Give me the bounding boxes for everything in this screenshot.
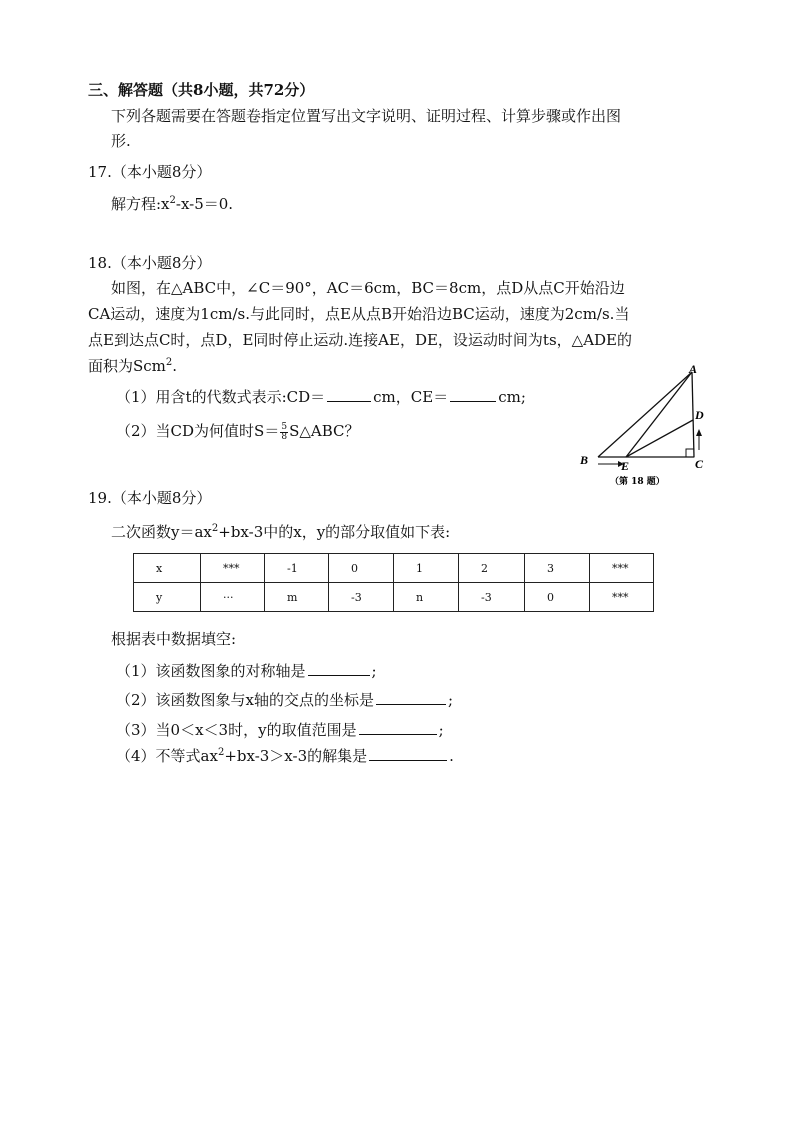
q19-value-table bbox=[133, 553, 654, 612]
table-row bbox=[134, 583, 654, 612]
segment-de bbox=[626, 420, 693, 457]
table-cell: *** bbox=[201, 554, 265, 583]
q19-intro-suffix: +bx-3中的x，y的部分取值如下表: bbox=[218, 523, 451, 541]
q18-line4-exp: 2 bbox=[165, 357, 173, 368]
q18-fraction-numerator: 5 bbox=[281, 421, 288, 432]
table-cell: 1 bbox=[394, 554, 459, 583]
q18-part1 bbox=[116, 387, 526, 407]
q19-part4-prefix: （4）不等式ax bbox=[116, 747, 218, 765]
q19-range-answer-blank[interactable] bbox=[359, 720, 437, 735]
q19-header: 19.（本小题8分） bbox=[88, 489, 212, 507]
q19-intro bbox=[111, 522, 450, 542]
q19-intro-exp: 2 bbox=[211, 523, 219, 534]
table-cell: *** bbox=[590, 554, 654, 583]
table-cell: y bbox=[134, 583, 201, 612]
q19-axis-answer-blank[interactable] bbox=[308, 661, 370, 676]
point-d-arrow-head bbox=[696, 429, 702, 436]
q18-triangle-figure bbox=[574, 360, 714, 490]
section-instruction-line1: 下列各题需要在答题卷指定位置写出文字说明、证明过程、计算步骤或作出图 bbox=[111, 107, 622, 125]
q17-equation-prefix: 解方程:x bbox=[111, 195, 170, 213]
label-a: A bbox=[689, 362, 698, 376]
segment-ac bbox=[692, 372, 694, 457]
table-cell: 3 bbox=[525, 554, 590, 583]
q18-line4-suffix: . bbox=[172, 357, 178, 375]
q18-part1-suffix: cm; bbox=[498, 388, 526, 406]
q19-part3-text: （3）当0＜x＜3时，y的取值范围是 bbox=[116, 721, 357, 739]
q19-part4-end: . bbox=[449, 747, 454, 765]
q19-solution-set-answer-blank[interactable] bbox=[369, 746, 447, 761]
q18-ce-answer-blank[interactable] bbox=[450, 387, 496, 402]
q19-part2-end: ; bbox=[448, 691, 454, 709]
q18-part1-prefix: （1）用含t的代数式表示:CD＝ bbox=[116, 388, 326, 406]
section-heading: 三、解答题（共8小题，共72分） bbox=[88, 81, 315, 99]
q17-header: 17.（本小题8分） bbox=[88, 163, 212, 181]
q19-part1 bbox=[116, 661, 377, 681]
q18-header: 18.（本小题8分） bbox=[88, 254, 212, 272]
label-c: C bbox=[695, 457, 704, 471]
q18-part1-mid: cm，CE＝ bbox=[373, 388, 449, 406]
q19-fill-intro: 根据表中数据填空: bbox=[111, 630, 237, 648]
q18-part2 bbox=[116, 421, 360, 442]
table-cell: n bbox=[394, 583, 459, 612]
q17-equation-suffix: -x-5＝0. bbox=[175, 195, 234, 213]
label-e: E bbox=[621, 459, 630, 473]
table-cell: 0 bbox=[329, 554, 394, 583]
q19-part4-suffix: +bx-3＞x-3的解集是 bbox=[224, 747, 368, 765]
table-cell: x bbox=[134, 554, 201, 583]
label-b: B bbox=[580, 453, 589, 467]
table-cell: ··· bbox=[201, 583, 265, 612]
q18-line2: CA运动，速度为1cm/s.与此同时，点E从点B开始沿边BC运动，速度为2cm/s.当 bbox=[88, 305, 630, 323]
q18-part2-suffix: S△ABC？ bbox=[289, 422, 360, 440]
table-cell: 0 bbox=[525, 583, 590, 612]
q19-part4 bbox=[116, 746, 454, 766]
q19-part2-text: （2）该函数图象与x轴的交点的坐标是 bbox=[116, 691, 375, 709]
q18-line4-prefix: 面积为Scm bbox=[88, 357, 166, 375]
q19-part3-end: ; bbox=[438, 721, 444, 739]
q18-part2-prefix: （2）当CD为何值时S＝ bbox=[116, 422, 280, 440]
label-d: D bbox=[695, 408, 704, 422]
q19-intersection-answer-blank[interactable] bbox=[376, 690, 446, 705]
q18-fraction-denominator: 8 bbox=[281, 431, 288, 442]
q19-part4-exp: 2 bbox=[217, 747, 225, 758]
segment-ae bbox=[626, 372, 692, 457]
q17-equation-exp: 2 bbox=[169, 195, 176, 206]
q19-part1-end: ; bbox=[371, 662, 377, 680]
q18-fraction bbox=[280, 423, 288, 442]
q18-line3: 点E到达点C时，点D，E同时停止运动.连接AE，DE，设运动时间为ts，△ADE的 bbox=[88, 331, 633, 349]
table-cell: 2 bbox=[459, 554, 525, 583]
section-instruction-line2: 形. bbox=[111, 132, 131, 150]
q19-part1-text: （1）该函数图象的对称轴是 bbox=[116, 662, 306, 680]
figure-caption: （第 18 题） bbox=[610, 477, 665, 487]
q19-part3 bbox=[116, 720, 444, 740]
segment-ab bbox=[598, 372, 692, 457]
q17-equation bbox=[111, 194, 233, 214]
table-cell: -3 bbox=[329, 583, 394, 612]
table-cell: -3 bbox=[459, 583, 525, 612]
right-angle-marker bbox=[686, 449, 694, 457]
table-cell: m bbox=[265, 583, 329, 612]
table-cell: -1 bbox=[265, 554, 329, 583]
q18-line4 bbox=[88, 356, 177, 376]
q18-cd-answer-blank[interactable] bbox=[327, 387, 371, 402]
q19-intro-prefix: 二次函数y＝ax bbox=[111, 523, 212, 541]
q19-part2 bbox=[116, 690, 453, 710]
table-row bbox=[134, 554, 654, 583]
q18-line1: 如图，在△ABC中，∠C＝90°，AC＝6cm，BC＝8cm，点D从点C开始沿边 bbox=[111, 279, 625, 297]
table-cell: *** bbox=[590, 583, 654, 612]
